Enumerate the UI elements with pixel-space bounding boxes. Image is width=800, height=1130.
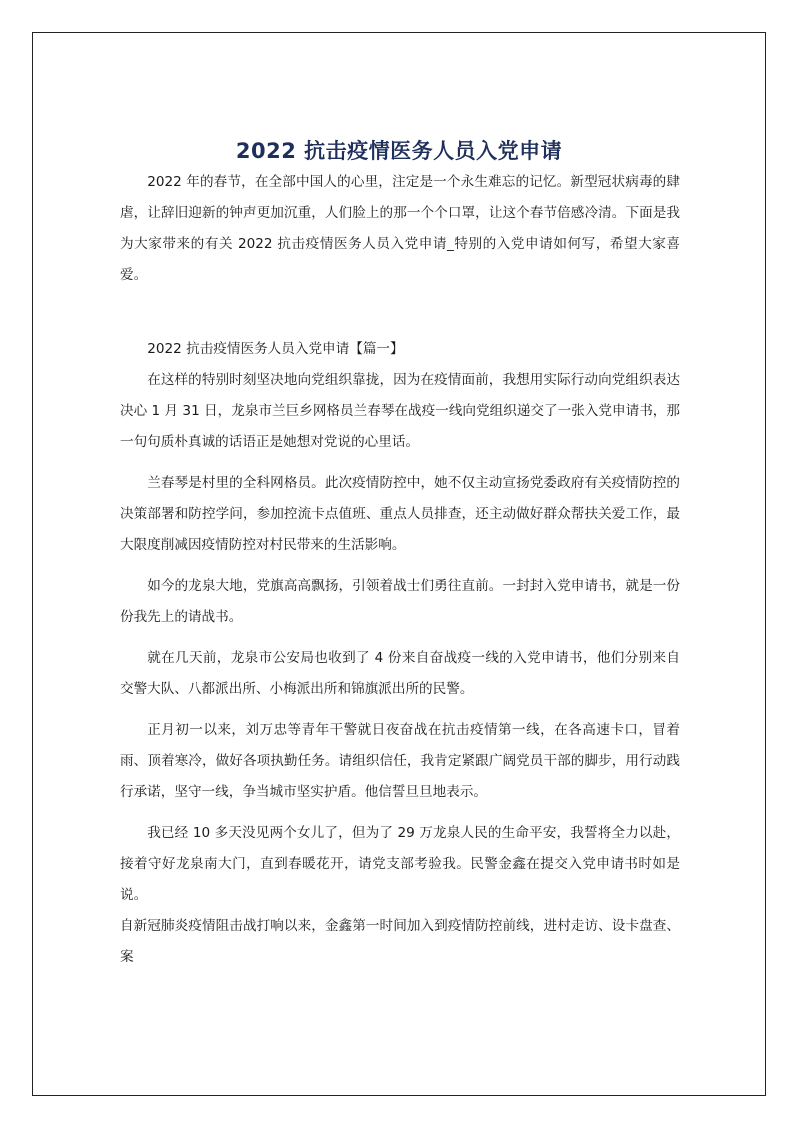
body-paragraph: 就在几天前，龙泉市公安局也收到了 4 份来自奋战疫一线的入党申请书，他们分别来自交警大队、八都派出所、小梅派出所和锦旗派出所的民警。 [120, 650, 680, 697]
body-paragraph: 正月初一以来，刘万忠等青年干警就日夜奋战在抗击疫情第一线，在各高速卡口，冒着雨、顶着寒冷，做好各项执勤任务。请组织信任，我肯定紧跟广阔党员干部的脚步，用行动践行承诺，坚守一线，争当城市坚实护盾。他信誓旦旦地表示。 [120, 722, 680, 800]
body-paragraph: 如今的龙泉大地，党旗高高飘扬，引领着战士们勇往直前。一封封入党申请书，就是一份份我先上的请战书。 [120, 578, 680, 625]
body-paragraph: 在这样的特别时刻坚决地向党组织靠拢，因为在疫情面前，我想用实际行动向党组织表达决心 1 月 31 日，龙泉市兰巨乡网格员兰春琴在战疫一线向党组织递交了一张入党申请书，那一句句质朴真诚的话语正是她想对党说的心里话。 [120, 372, 680, 450]
intro-paragraph: 2022 年的春节，在全部中国人的心里，注定是一个永生难忘的记忆。新型冠状病毒的肆虐，让辞旧迎新的钟声更加沉重，人们脸上的那一个个口罩，让这个春节倍感冷清。下面是我为大家带来的有关 2022 抗击疫情医务人员入党申请_特别的入党申请如何写，希望大家喜爱。 [120, 174, 680, 283]
section-heading: 2022 抗击疫情医务人员入党申请【篇一】 [147, 341, 404, 357]
body-paragraph-continued: 自新冠肺炎疫情阻击战打响以来，金鑫第一时间加入到疫情防控前线，进村走访、设卡盘查、案 [120, 918, 680, 965]
document-page [32, 32, 766, 1096]
body-paragraph: 兰春琴是村里的全科网格员。此次疫情防控中，她不仅主动宣扬党委政府有关疫情防控的决策部署和防控学问，参加控流卡点值班、重点人员排查，还主动做好群众帮扶关爱工作，最大限度削减因疫情防控对村民带来的生活影响。 [120, 475, 680, 553]
document-body [120, 167, 680, 973]
document-title: 2022 抗击疫情医务人员入党申请 [235, 139, 563, 163]
body-paragraph: 我已经 10 多天没见两个女儿了，但为了 29 万龙泉人民的生命平安，我誓将全力以赴，接着守好龙泉南大门，直到春暖花开，请党支部考验我。民警金鑫在提交入党申请书时如是说。 [120, 825, 680, 903]
